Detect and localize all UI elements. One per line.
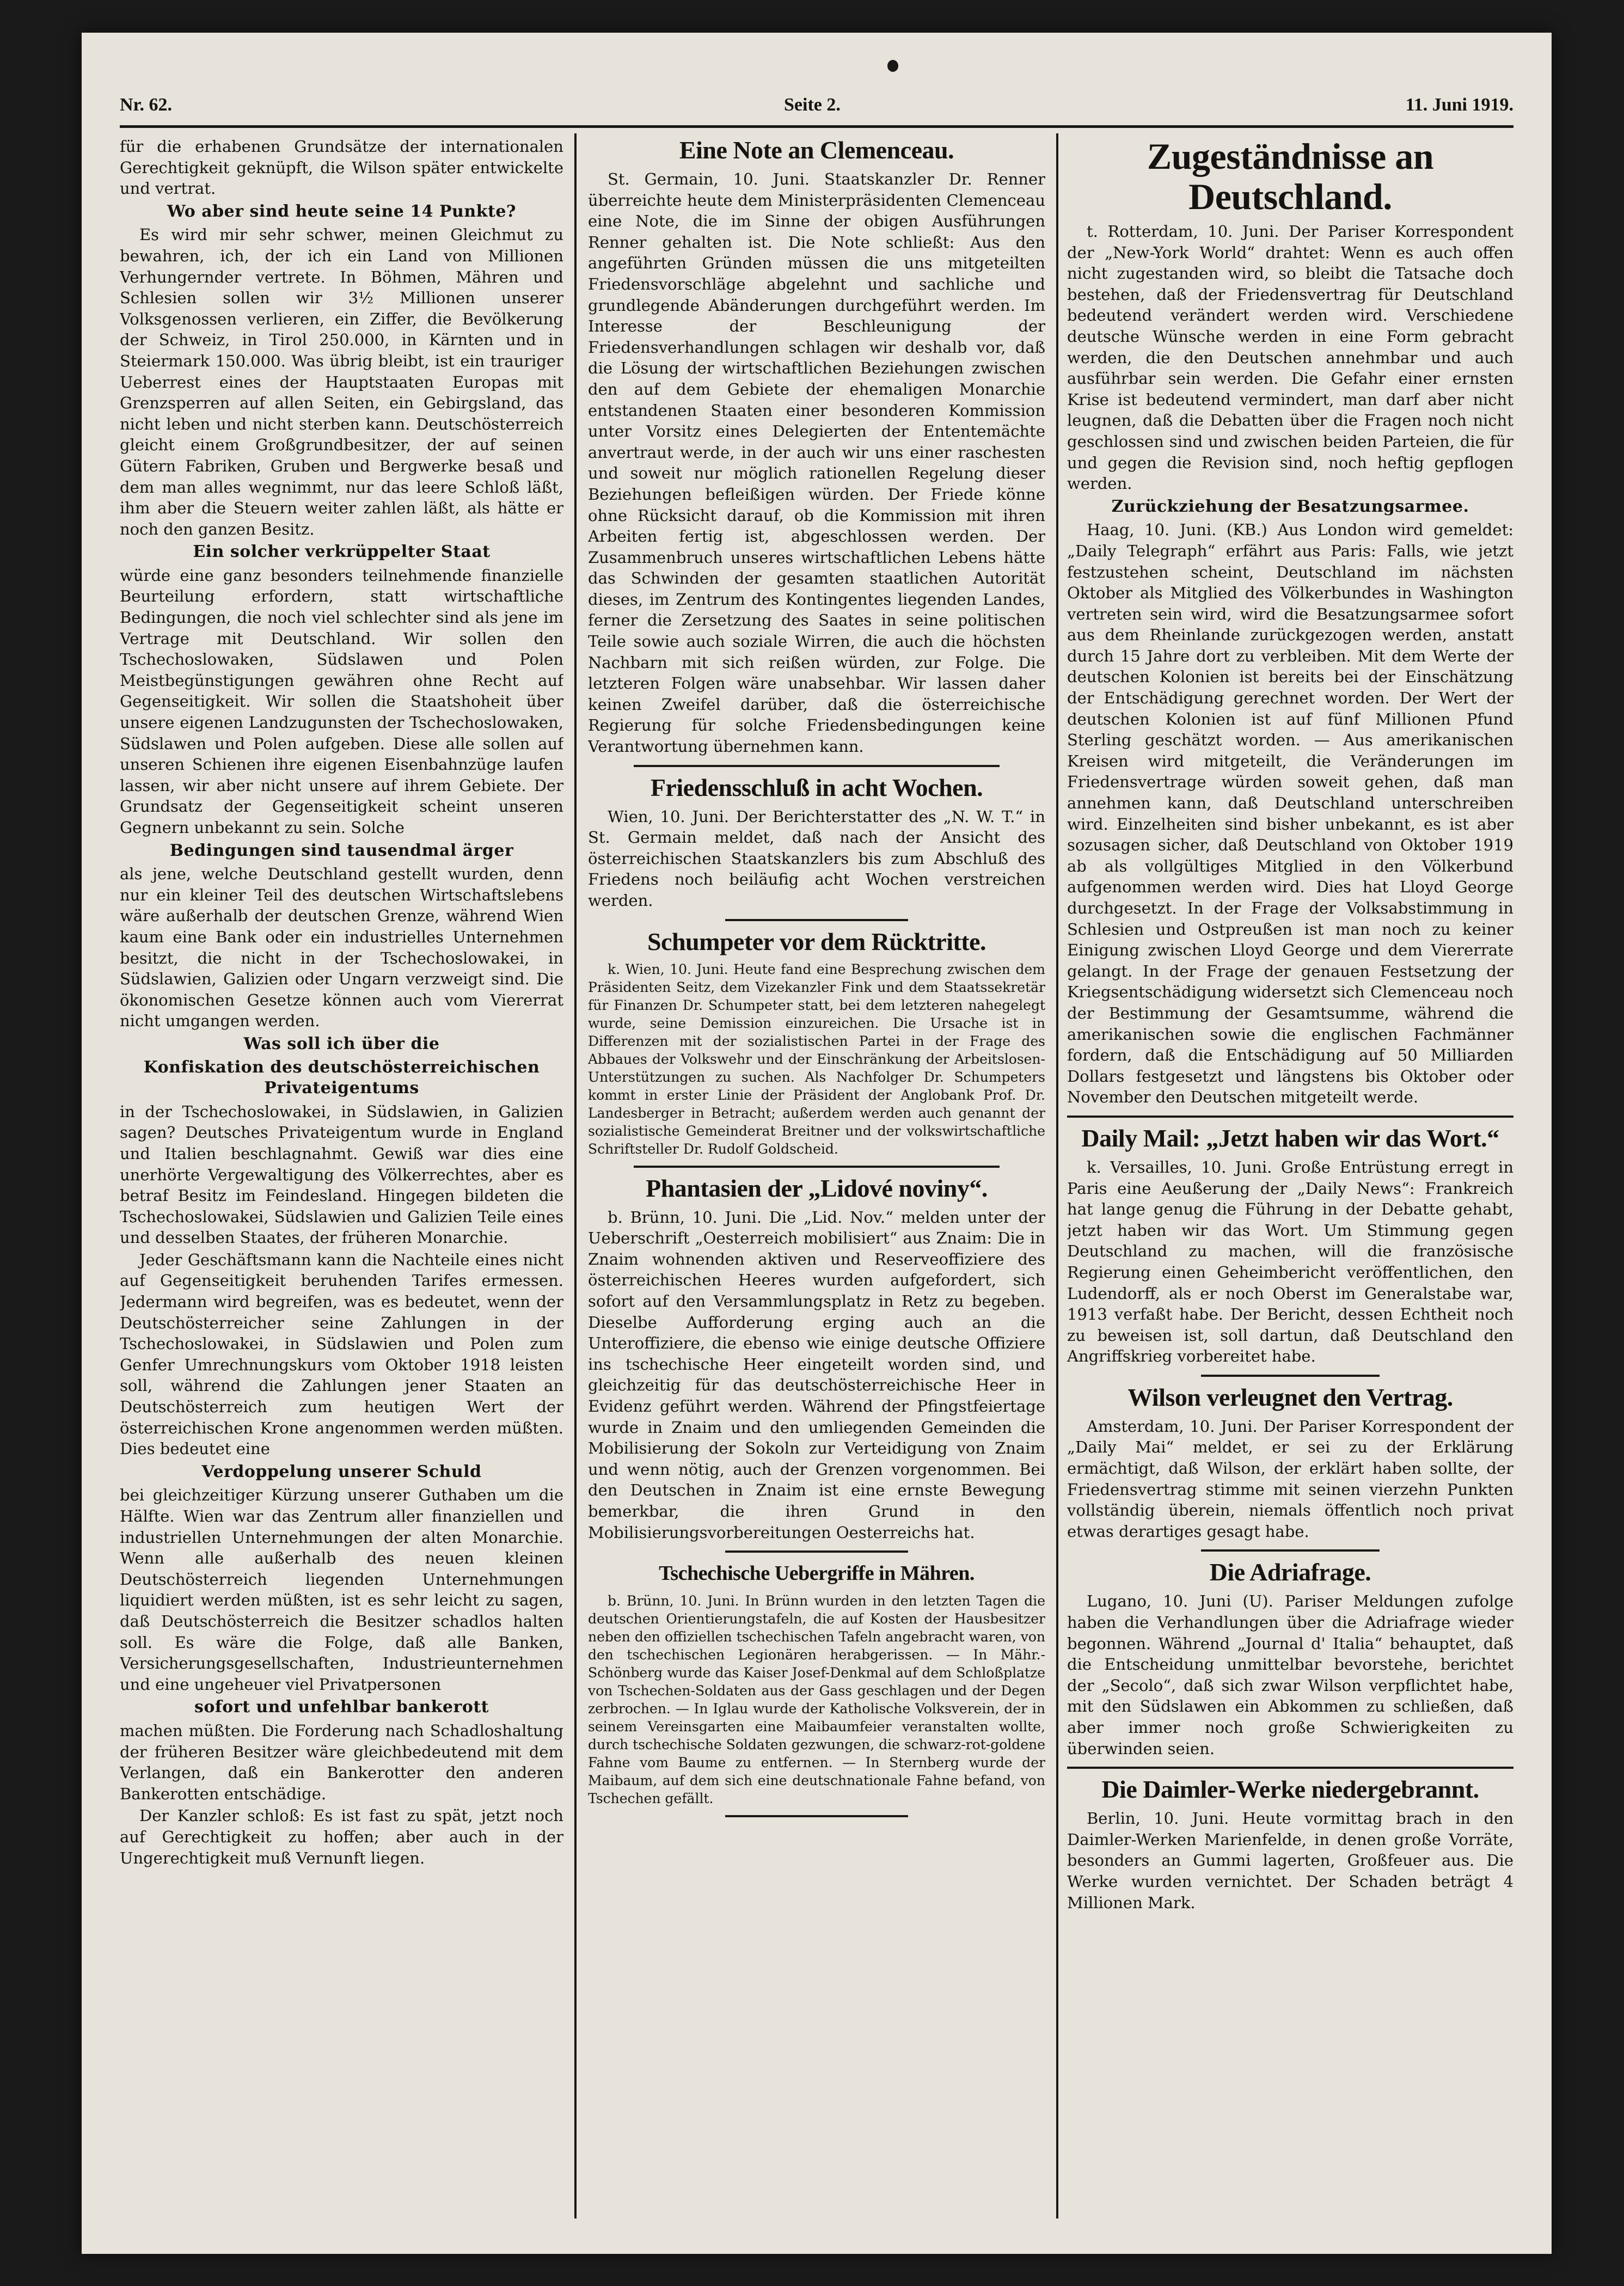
separator: [1067, 1116, 1513, 1118]
separator: [725, 1550, 908, 1553]
headline: Daily Mail: „Jetzt haben wir das Wort.“: [1081, 1124, 1499, 1152]
column-3: [1067, 136, 1513, 2221]
punch-hole: [887, 60, 898, 72]
headline: Die Daimler-Werke niedergebrannt.: [1101, 1775, 1479, 1804]
article-text: in der Tschechoslowakei, in Südslawien, in Galizien sagen? Deutsches Privateigentum wurde in England und Italien beschlagnahmt. Gewiß war dies eine unerhörte Vergewaltigung des Völkerrechtes, aber es betraf Besitz im Feindesland. Hingegen bildeten die Tschechoslowakei, Südslawien und Galizien Teile eines und desselben Staates, der früheren Monarchie.: [120, 1102, 563, 1247]
article-text: b. Brünn, 10. Juni. Die „Lid. Nov.“ melden unter der Ueberschrift „Oesterreich mobilisiert“ aus Znaim: Die in Znaim wohnenden aktiven und Reserveoffiziere des österreichischen Heeres wurden aufgefordert, sich sofort auf den Versammlungsplatz in Retz zu begeben. Dieselbe Aufforderung erging auch an die Unteroffiziere, die ebenso wie einige deutsche Offiziere ins tschechische Heer eingeteilt worden sind, und gleichzeitig für das deutschösterreichische Heer in Evidenz geführt werden. Während der Pfingstfeiertage wurde in Znaim und den umliegenden Gemeinden die Mobilisierung der Sokoln zur Verteidigung von Znaim und wenn nötig, auch der Grenzen vorgenommen. Bei den Deutschen in Znaim ist eine ernste Bewegung bemerkbar, die ihren Grund in den Mobilisierungsvorbereitungen Oesterreichs hat.: [588, 1208, 1045, 1542]
separator: [634, 1166, 1000, 1168]
article-text: St. Germain, 10. Juni. Staatskanzler Dr. Renner überreichte heute dem Ministerpräsidenten Clemenceau eine Note, die im Sinne der obigen Ausführungen Renner gehalten ist. Die Note schließt: Aus den angeführten Gründen müssen die uns mitgeteilten Friedensvorschläge abgelehnt und sachliche und grundlegende Abänderungen durchgeführt werden. Im Interesse der Beschleunigung der Friedensverhandlungen schlagen wir deshalb vor, daß die Lösung der wirtschaftlichen Beziehungen zwischen den auf dem Gebiete der ehemaligen Monarchie entstandenen Staaten einer besonderen Kommission unter Vorsitz eines Delegierten der Ententemächte anvertraut werde, in der auch wir uns einer raschesten und soweit nur möglich rationellen Regelung dieser Beziehungen befleißigen würden. Der Friede könne ohne Rücksicht darauf, ob die Kommission mit ihren Arbeiten fertig ist, abgeschlossen werden. Der Zusammenbruch unseres wirtschaftlichen Lebens hätte das Schwinden der gesamten staatlichen Autorität dieses, im Zentrum des Kontingentes liegenden Landes, ferner die Zersetzung des Saates in seine politischen Teile sowie auch soziale Wirren, die auch die höchsten Nachbarn mit sich reißen würden, zur Folge. Die letzteren Folgen wäre unabsehbar. Wir lassen daher keinen Zweifel darüber, daß die österreichische Regierung für solche Friedensbedingungen keine Verantwortung übernehmen kann.: [588, 170, 1045, 756]
article-text: t. Rotterdam, 10. Juni. Der Pariser Korrespondent der „New-York World“ drahtet: Wenn es auch offen nicht zugestanden wird, so bleibt die Tatsache doch bestehen, daß der Friedensvertrag für Deutschland bedeutend verändert werden wird. Verschiedene deutsche Wünsche werden in eine Form gebracht werden, die den Deutschen annehmbar und auch ausführbar sein werden. Die Gefahr einer ernsten Krise ist bedeutend vermindert, man darf aber nicht leugnen, daß die Debatten über die Fragen noch nicht geschlossen sind und zwischen beiden Parteien, die für und gegen die Revision sind, noch heftig gepflogen werden.: [1067, 222, 1513, 493]
column-2: [588, 136, 1045, 2221]
article-text: würde eine ganz besonders teilnehmende finanzielle Beurteilung erfordern, statt wirtschaftliche Bedingungen, die noch viel schlechter sind als jene im Vertrage mit Deutschland. Wir sollen den Tschechoslowaken, Südslawen und Polen Meistbegünstigungen gewähren ohne Recht auf Gegenseitigkeit. Wir sollen die Staatshoheit über unsere eigenen Landzugunsten der Tschechoslowaken, Südslawen und Polen aufgeben. Diese alle sollen auf unseren Schienen ihre eigenen Eisenbahnzüge laufen lassen, wir aber nicht unsere auf ihrem Gebiete. Der Grundsatz der Gegenseitigkeit scheint unseren Gegnern unbekannt zu sein. Solche: [120, 566, 563, 837]
article-text: für die erhabenen Grundsätze der internationalen Gerechtigkeit geknüpft, die Wilson später entwickelte und vertrat.: [120, 137, 563, 198]
subheading: Was soll ich über die: [243, 1034, 440, 1053]
headline: Schumpeter vor dem Rücktritte.: [647, 927, 986, 955]
article-text: als jene, welche Deutschland gestellt wurden, denn nur ein kleiner Teil des deutschen Wirtschaftslebens wäre außerhalb der deutschen Grenze, während Wien kaum eine Bank oder ein industrielles Unternehmen besitzt, die nicht in der Tschechoslowakei, in Südslawien, Galizien oder Ungarn verzweigt sind. Die ökonomischen Gesetze können auch vom Viererrat nicht umgangen werden.: [120, 865, 563, 1031]
article-text: Berlin, 10. Juni. Heute vormittag brach in den Daimler-Werken Marienfelde, in denen große Vorräte, besonders an Gummi lagerten, Großfeuer aus. Die Werke wurden vernichtet. Der Schaden beträgt 4 Millionen Mark.: [1067, 1809, 1513, 1912]
article-text: Wien, 10. Juni. Der Berichterstatter des „N. W. T.“ in St. Germain meldet, daß nach der Ansicht des österreichischen Staatskanzlers bis zum Abschluß des Friedens noch beiläufig acht Wochen verstreichen werden.: [588, 807, 1045, 910]
page-number: Seite 2.: [784, 95, 841, 115]
headline: Tschechische Uebergriffe in Mähren.: [659, 1562, 975, 1585]
column-1: [120, 136, 563, 2221]
headline: Friedensschluß in acht Wochen.: [650, 773, 983, 801]
headline: Zugeständnisse an Deutschland.: [1147, 136, 1434, 217]
subheading: Konfiskation des deutschösterreichischen Privateigentums: [143, 1057, 540, 1098]
subheading: sofort und unfehlbar bankerott: [194, 1697, 489, 1717]
subheading: Verdoppelung unserer Schuld: [201, 1462, 482, 1481]
article-text: Lugano, 10. Juni (U). Pariser Meldungen zufolge haben die Verhandlungen über die Adriafrage wieder begonnen. Während „Journal d' Italia“ behauptet, daß die Entscheidung unmittelbar bevorstehe, berichtet der „Secolo“, daß sich zwar Wilson verpflichtet habe, mit den Südslawen ein Abkommen zu schließen, daß aber immer noch große Schwierigkeiten zu überwinden seien.: [1067, 1592, 1513, 1758]
article-text: k. Versailles, 10. Juni. Große Entrüstung erregt in Paris eine Aeußerung der „Daily News“: Frankreich hat lange genug die Führung in der Debatte gehabt, jetzt haben wir das Wort. Um Stimmung gegen Deutschland zu machen, will die französische Regierung einen Geheimbericht veröffentlichen, den Ludendorff, als er noch Oberst im Generalstabe war, 1913 verfaßt habe. Der Bericht, dessen Echtheit noch zu beweisen ist, soll dartun, daß Deutschland den Angriffskrieg vorbereitet habe.: [1067, 1157, 1513, 1366]
headline: Die Adriafrage.: [1209, 1558, 1371, 1586]
issue-number: Nr. 62.: [120, 95, 173, 115]
column-rule-2: [1056, 133, 1058, 2218]
separator: [725, 919, 908, 921]
separator: [1067, 1767, 1513, 1769]
separator: [634, 765, 1000, 767]
article-text: k. Wien, 10. Juni. Heute fand eine Besprechung zwischen dem Präsidenten Seitz, dem Vizekanzler Fink und dem Staatssekretär für Finanzen Dr. Schumpeter statt, bei dem letzteren nahegelegt wurde, seine Demission einzureichen. Die Ursache ist in Differenzen mit der sozialistischen Partei in der Frage des Abbaues der Volkswehr und der Einschränkung der Arbeitslosen-Unterstützungen zu suchen. Als Nachfolger Dr. Schumpeters kommt in erster Linie der Präsident der Anglobank Prof. Dr. Landesberger in Betracht; außerdem werden auch genannt der sozialistische Gemeinderat Breitner und der volkswirtschaftliche Schriftsteller Dr. Rudolf Goldscheid.: [588, 961, 1045, 1157]
article-text: Es wird mir sehr schwer, meinen Gleichmut zu bewahren, ich, der ich ein Land von Millionen Verhungernder vertrete. In Böhmen, Mähren und Schlesien sollen wir 3½ Millionen unserer Volksgenossen verlieren, ein Ziffer, die Bevölkerung der Schweiz, in Tirol 250.000, in Kärnten und in Steiermark 150.000. Was übrig bleibt, ist ein trauriger Ueberrest eines der Hauptstaaten Europas mit Grenzsperren auf allen Seiten, ein Gebirgsland, das nicht leben und nicht sterben kann. Deutschösterreich gleicht einem Großgrundbesitzer, der auf seinen Gütern Fabriken, Gruben und Bergwerke besaß und dem man alles wegnimmt, nur das leere Schloß läßt, ihm aber die Steuern weiter zahlen läßt, als hätte er noch den ganzen Besitz.: [120, 225, 563, 538]
headline: Wilson verleugnet den Vertrag.: [1127, 1383, 1453, 1411]
headline: Eine Note an Clemenceau.: [679, 136, 954, 164]
separator: [725, 1815, 908, 1817]
subheading: Zurückziehung der Besatzungsarmee.: [1111, 497, 1469, 516]
subheading: Wo aber sind heute seine 14 Punkte?: [167, 201, 516, 221]
page-header: [120, 82, 1513, 125]
newspaper-page: [82, 33, 1552, 2254]
header-rule: [120, 125, 1513, 128]
article-text: Der Kanzler schloß: Es ist fast zu spät, jetzt noch auf Gerechtigkeit zu hoffen; aber auch in der Ungerechtigkeit muß Vernunft liegen.: [120, 1806, 563, 1867]
headline: Phantasien der „Lidové noviny“.: [646, 1174, 988, 1202]
subheading: Bedingungen sind tausendmal ärger: [169, 841, 514, 860]
article-text: machen müßten. Die Forderung nach Schadloshaltung der früheren Besitzer wäre gleichbedeutend mit dem Verlangen, daß ein Bankerotter den anderen Bankerotten entschädige.: [120, 1721, 563, 1803]
column-rule-1: [574, 133, 577, 2218]
issue-date: 11. Juni 1919.: [1405, 95, 1513, 115]
separator: [1201, 1549, 1380, 1552]
article-text: bei gleichzeitiger Kürzung unserer Guthaben um die Hälfte. Wien war das Zentrum aller finanziellen und industriellen Unternehmungen der alten Monarchie. Wenn alle außerhalb des neuen kleinen Deutschösterreich liegenden Unternehmungen liquidiert werden müßten, ist es sehr leicht zu sagen, daß Deutschösterreich die Besitzer schadlos halten soll. Es wäre die Folge, daß alle Banken, Versicherungsgesellschaften, Industrieunternehmen und eine ungeheuer viel Privatpersonen: [120, 1486, 563, 1694]
subheading: Ein solcher verkrüppelter Staat: [193, 542, 491, 562]
article-text: Amsterdam, 10. Juni. Der Pariser Korrespondent der „Daily Mai“ meldet, er sei zu der Erklärung ermächtigt, daß Wilson, der erklärt haben sollte, der Friedensvertrag stimme mit seinen vierzehn Punkten vollständig überein, niemals öffentlich noch privat etwas derartiges gesagt habe.: [1067, 1417, 1513, 1541]
article-text: Jeder Geschäftsmann kann die Nachteile eines nicht auf Gegenseitigkeit beruhenden Tarifes ermessen. Jedermann wird begreifen, was es bedeutet, wenn der Deutschösterreicher seine Zahlungen in der Tschechoslowakei, in Südslawien und Polen zum Genfer Umrechnungskurs vom Oktober 1918 leisten soll, während die Zahlungen jener Staaten an Deutschösterreich zum heutigen Wert der österreichischen Krone angenommen werden müßten. Dies bedeutet eine: [120, 1250, 563, 1458]
article-text: Haag, 10. Juni. (KB.) Aus London wird gemeldet: „Daily Telegraph“ erfährt aus Paris: Falls, wie jetzt festzustehen scheint, Deutschland im nächsten Oktober als Mitglied des Völkerbundes in Washington vertreten sein wird, wird die Besatzungsarmee sofort aus dem Rheinlande zurückgezogen werden, anstatt durch 15 Jahre dort zu verbleiben. Mit dem Werte der deutschen Kolonien ist bereits bei der Einschätzung der Entschädigung gerechnet worden. Der Wert der deutschen Kolonien ist auf fünf Millionen Pfund Sterling geschätzt worden. — Aus amerikanischen Kreisen wird mitgeteilt, die Veränderungen im Friedensvertrage würden soweit gehen, daß man annehmen kann, daß Deutschland unterschreiben wird. Einzelheiten sind bisher unbekannt, es ist aber sozusagen sicher, daß Deutschland von Oktober 1919 ab als vollgültiges Mitglied in den Völkerbund aufgenommen werden wird. Dies hat Lloyd George durchgesetzt. In der Frage der Volksabstimmung in Schlesien und Ostpreußen ist man noch zu keiner Einigung zwischen Lloyd George und dem Viererrate gelangt. In der Frage der genauen Festsetzung der Kriegsentschädigung widersetzt sich Clemenceau noch der Bestimmung der Gesamtsumme, während die amerikanischen sowie die englischen Fachmänner fordern, daß die Entschädigung auf 50 Milliarden Dollars festgesetzt und längstens bis Oktober oder November den Deutschen mitgeteilt werde.: [1067, 520, 1513, 1107]
separator: [1201, 1375, 1380, 1377]
article-text: b. Brünn, 10. Juni. In Brünn wurden in den letzten Tagen die deutschen Orientierungstafeln, die auf Kosten der Hausbesitzer neben den offiziellen tschechischen Tafeln angebracht waren, von den tschechischen Legionären herabgerissen. — In Mähr.-Schönberg wurde das Kaiser Josef-Denkmal auf dem Schloßplatze von Tschechen-Soldaten aus der Gass geschlagen und der Degen zerbrochen. — In Iglau wurde der Katholische Volksverein, der in seinem Vereinsgarten eine Maibaumfeier veranstalten wollte, durch tschechische Soldaten gezwungen, die schwarz-rot-goldene Fahne vom Baume zu entfernen. — In Sternberg wurde der Maibaum, auf dem sich eine deutschnationale Fahne befand, von Tschechen gefällt.: [588, 1593, 1045, 1807]
